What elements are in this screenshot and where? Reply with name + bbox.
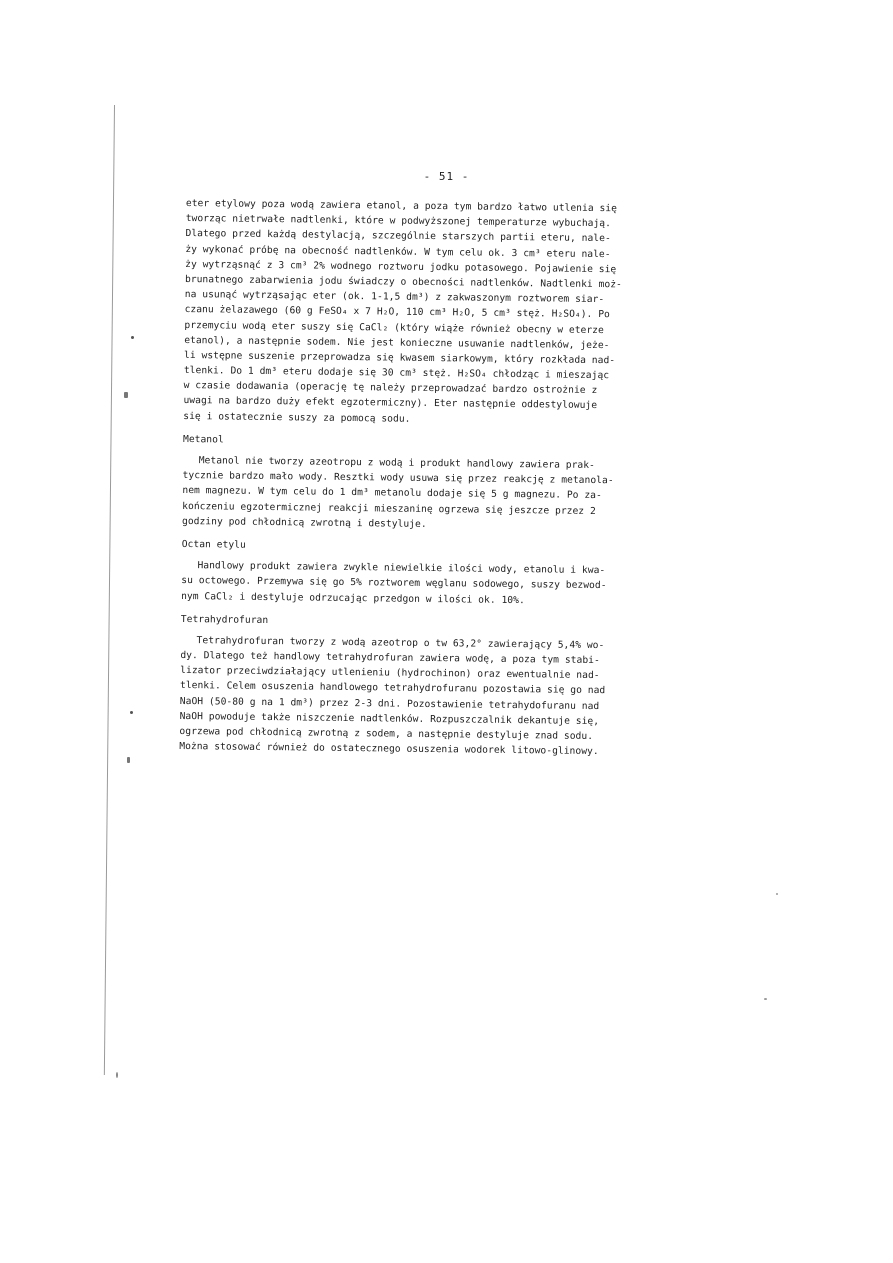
intro-paragraph xyxy=(183,196,696,430)
text-line: ży wykonać próbę na obecność nadtlenków. W tym celu ok. 3 cm³ eteru nale- xyxy=(185,243,611,260)
text-line: Handlowy produkt zawiera zwykle niewielkie ilości wody, etanolu i kwa- xyxy=(197,560,606,577)
text-line: ogrzewa pod chłodnicą zwrotną z sodem, a następnie destyluje znad sodu. xyxy=(179,725,594,743)
text-line: nem magnezu. W tym celu do 1 dm³ metanolu dodaje się 5 g magnezu. Po za- xyxy=(182,485,602,502)
scan-speck xyxy=(127,757,130,763)
scan-speck xyxy=(116,1072,118,1078)
text-line: tycznie bardzo mało wody. Resztki wody usuwa się przez reakcję z metanola- xyxy=(182,470,614,487)
text-line: su octowego. Przemywa się go 5% roztworem węglanu sodowego, suszy bezwod- xyxy=(181,575,607,592)
text-line: kończeniu egzotermicznej reakcji mieszaninę ogrzewa się jeszcze przez 2 xyxy=(182,500,596,517)
text-line: godziny pod chłodnicą zwrotną i destyluje. xyxy=(181,515,427,530)
text-line: czanu żelazawego (60 g FeSO₄ x 7 H₂O, 110 cm³ H₂O, 5 cm³ stęż. H₂SO₄). Po xyxy=(184,304,610,321)
text-line: eter etylowy poza wodą zawiera etanol, a poza tym bardzo łatwo utlenia się xyxy=(185,197,618,215)
text-line: uwagi na bardzo duży efekt egzotermiczny). Eter następnie oddestylowuje xyxy=(183,395,598,412)
text-line: się i ostatecznie suszy za pomocą sodu. xyxy=(183,410,411,425)
tetrahydrofuran-paragraph xyxy=(179,633,690,761)
text-line: NaOH powoduje także niszczenie nadtlenków. Rozpuszczalnik dekantuje się, xyxy=(179,710,600,727)
page-number: - 51 - xyxy=(423,170,470,183)
text-line: Dlatego przed każdą destylacją, szczególnie starszych partii eteru, nale- xyxy=(185,228,611,245)
text-line: Metanol nie tworzy azeotropu z wodą i produkt handlowy zawiera prak- xyxy=(198,455,595,472)
scan-speck xyxy=(764,998,767,1000)
text-line: Tetrahydrofuran tworzy z wodą azeotrop o tw 63,2° zawierający 5,4% wo- xyxy=(196,635,605,652)
octan-paragraph xyxy=(181,558,692,610)
text-line: tworząc nietrwałe nadtlenki, które w podwyższonej temperaturze wybuchają. xyxy=(185,213,612,230)
page-body xyxy=(179,196,696,761)
scan-speck xyxy=(131,336,134,339)
text-line: ży wytrząsnąć z 3 cm³ 2% wodnego roztworu jodku potasowego. Pojawienie się xyxy=(185,258,617,276)
section-heading-tetrahydrofuran: Tetrahydrofuran xyxy=(180,613,269,626)
text-line: tlenki. Do 1 dm³ eteru dodaje się 30 cm³ stęż. H₂SO₄ chłodząc i mieszając xyxy=(183,365,610,382)
text-line: przemyciu wodą eter suszy się CaCl₂ (który wiąże również obecny w eterze xyxy=(184,319,604,336)
scan-page-edge xyxy=(104,105,115,1075)
scan-speck xyxy=(124,392,128,398)
metanol-paragraph xyxy=(182,453,693,535)
text-line: tlenki. Celem osuszenia handlowego tetrahydrofuranu pozostawia się go nad xyxy=(179,680,606,697)
text-line: na usunąć wytrząsając eter (ok. 1-1,5 dm³) z zakwaszonym roztworem siar- xyxy=(184,289,605,306)
text-line: etanol), a następnie sodem. Nie jest konieczne usuwanie nadtlenków, jeże- xyxy=(184,334,610,351)
text-line: lizator przeciwdziałający utlenieniu (hydrochinon) oraz ewentualnie nad- xyxy=(180,665,600,682)
scan-speck xyxy=(130,711,133,714)
text-line: brunatnego zabarwienia jodu świadczy o obecności nadtlenków. Nadtlenki moż- xyxy=(184,273,622,291)
text-line: Można stosować również do ostatecznego osuszenia wodorek litowo-glinowy. xyxy=(179,741,599,758)
section-heading-octan-etylu: Octan etylu xyxy=(181,538,246,551)
text-line: NaOH (50-80 g na 1 dm³) przez 2-3 dni. Pozostawienie tetrahydofuranu nad xyxy=(179,695,600,712)
text-line: dy. Dlatego też handlowy tetrahydrofuran zawiera wodę, a poza tym stabi- xyxy=(180,650,600,667)
text-line: w czasie dodawania (operację tę należy przeprowadzać bardzo ostrożnie z xyxy=(183,380,598,397)
text-line: li wstępne suszenie przeprowadza się kwasem siarkowym, który rozkłada nad- xyxy=(183,349,616,367)
scan-speck xyxy=(776,893,778,895)
text-line: nym CaCl₂ i destyluje odrzucając przedgon w ilości ok. 10%. xyxy=(181,590,525,606)
section-heading-metanol: Metanol xyxy=(182,433,224,446)
